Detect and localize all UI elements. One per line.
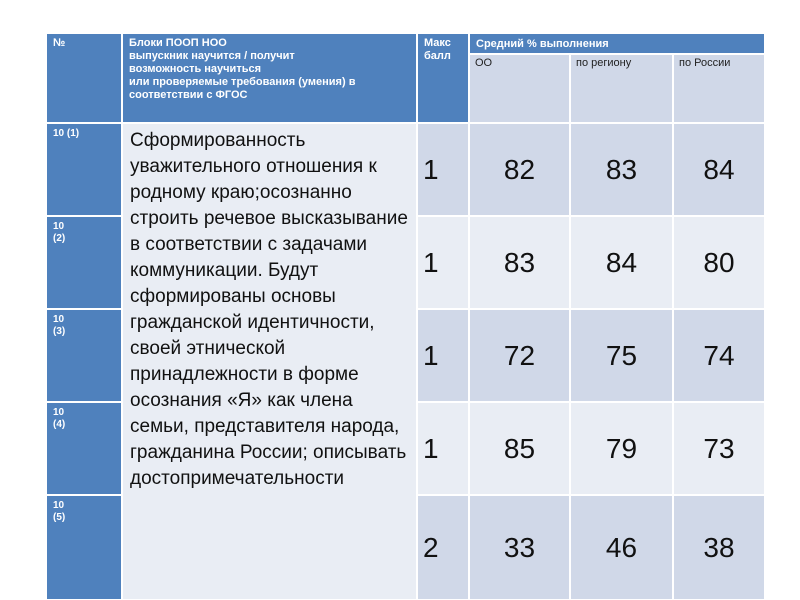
row-4-russia <box>673 402 765 495</box>
subheader-oo-label: ОО <box>475 57 493 69</box>
header-blocks <box>122 33 417 123</box>
row-number-text: (4) <box>53 419 66 430</box>
russia-value: 73 <box>703 432 735 464</box>
row-3-oo <box>469 309 570 402</box>
row-5-russia <box>673 495 765 600</box>
russia-value: 74 <box>703 339 735 371</box>
header-number-label: № <box>53 37 66 49</box>
header-blocks-line: возможность научиться <box>129 63 262 75</box>
region-value: 84 <box>605 246 638 278</box>
row-number-5 <box>46 495 122 600</box>
subheader-region-label: по региону <box>576 57 632 69</box>
row-3-region <box>570 309 673 402</box>
max-score-value: 1 <box>423 153 439 185</box>
russia-value: 38 <box>703 531 735 563</box>
row-5-max-score <box>417 495 469 600</box>
row-4-region <box>570 402 673 495</box>
subheader-russia <box>673 54 765 123</box>
row-number-text: (5) <box>53 512 66 523</box>
header-blocks-line: соответствии с ФГОС <box>129 89 248 101</box>
header-average-label: Средний % выполнения <box>476 38 609 50</box>
requirements-description <box>122 123 417 600</box>
row-2-max-score <box>417 216 469 309</box>
max-score-value: 1 <box>423 432 439 464</box>
header-max-line: балл <box>424 50 451 62</box>
row-number-text: 10 (1) <box>53 128 80 139</box>
subheader-russia-label: по России <box>679 57 731 69</box>
header-average-percent <box>469 33 765 54</box>
oo-value: 83 <box>503 246 536 278</box>
row-3-max-score <box>417 309 469 402</box>
oo-value: 82 <box>503 153 536 185</box>
subheader-oo <box>469 54 570 123</box>
row-number-3 <box>46 309 122 402</box>
row-5-oo <box>469 495 570 600</box>
max-score-value: 1 <box>423 246 439 278</box>
region-value: 46 <box>605 531 638 563</box>
row-number-text: (3) <box>53 326 66 337</box>
header-max-score <box>417 33 469 123</box>
row-1-region <box>570 123 673 216</box>
row-1-oo <box>469 123 570 216</box>
row-2-russia <box>673 216 765 309</box>
row-1-max-score <box>417 123 469 216</box>
max-score-value: 1 <box>423 339 439 371</box>
row-4-oo <box>469 402 570 495</box>
russia-value: 80 <box>703 246 735 278</box>
header-blocks-line: выпускник научится / получит <box>129 50 295 62</box>
header-blocks-line: Блоки ПООП НОО <box>129 37 227 49</box>
oo-value: 72 <box>503 339 536 371</box>
russia-value: 84 <box>703 153 735 185</box>
row-number-text: 10 <box>53 407 65 418</box>
region-value: 83 <box>605 153 638 185</box>
oo-value: 85 <box>503 432 536 464</box>
header-number <box>46 33 122 123</box>
max-score-value: 2 <box>423 531 439 563</box>
oo-value: 33 <box>503 531 536 563</box>
row-4-max-score <box>417 402 469 495</box>
row-number-4 <box>46 402 122 495</box>
row-number-text: 10 <box>53 314 65 325</box>
row-5-region <box>570 495 673 600</box>
row-number-2 <box>46 216 122 309</box>
region-value: 75 <box>605 339 638 371</box>
region-value: 79 <box>605 432 638 464</box>
row-number-1 <box>46 123 122 216</box>
row-2-region <box>570 216 673 309</box>
row-2-oo <box>469 216 570 309</box>
row-3-russia <box>673 309 765 402</box>
requirements-description-text: Сформированность уважительного отношения к родному краю;осознанно строить речевое высказывание в соответствии с задачами коммуникации. Будут сформированы основы гражданской идентичности, своей этнической принадлежности в форме осознания «Я» как члена семьи, представителя народа, гражданина России; описывать достопримечательности <box>130 130 408 489</box>
row-number-text: 10 <box>53 221 65 232</box>
header-blocks-line: или проверяемые требования (умения) в <box>129 76 356 88</box>
row-1-russia <box>673 123 765 216</box>
row-number-text: 10 <box>53 500 65 511</box>
subheader-region <box>570 54 673 123</box>
row-number-text: (2) <box>53 233 66 244</box>
header-max-line: Макс <box>424 37 451 49</box>
